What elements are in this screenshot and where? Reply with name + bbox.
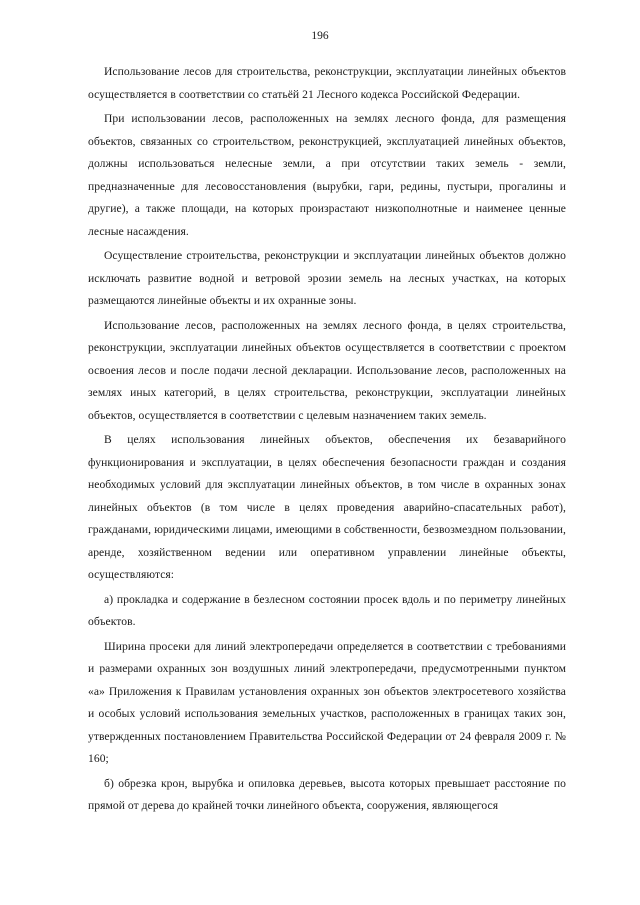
paragraph: В целях использования линейных объектов, обеспечения их безаварийного функционирования и эксплуатации, в целях обеспечения безопасности граждан и создания необходимых условий для эксплуатации линейных объектов, в том числе в охранных зонах линейных объектов (в том числе в целях проведения аварийно-спасательных работ), гражданами, юридическими лицами, имеющими в собственности, безвозмездном пользовании, аренде, хозяйственном ведении или оперативном управлении линейные объекты, осуществляются:	[88, 433, 566, 581]
document-body	[88, 61, 566, 820]
paragraph: Ширина просеки для линий электропередачи определяется в соответствии с требованиями и размерами охранных зон воздушных линий электропередачи, предусмотренными пунктом «а» Приложения к Правилам установления охранных зон объектов электросетевого хозяйства и особых условий использования земельных участков, расположенных в границах таких зон, утвержденных постановлением Правительства Российской Федерации от 24 февраля 2009 г. № 160;	[88, 639, 566, 765]
page-number: 196	[311, 30, 329, 42]
paragraph: б) обрезка крон, вырубка и опиловка деревьев, высота которых превышает расстояние по прямой от дерева до крайней точки линейного объекта, сооружения, являющегося	[88, 776, 566, 812]
paragraph: Осуществление строительства, реконструкции и эксплуатации линейных объектов должно исключать развитие водной и ветровой эрозии земель на лесных участках, на которых размещаются линейные объекты и их охранные зоны.	[88, 249, 566, 307]
paragraph: Использование лесов, расположенных на землях лесного фонда, в целях строительства, реконструкции, эксплуатации линейных объектов осуществляется в соответствии с проектом освоения лесов и после подачи лесной декларации. Использование лесов, расположенных на землях иных категорий, в целях строительства, реконструкции, эксплуатации линейных объектов, осуществляется в соответствии с целевым назначением таких земель.	[88, 318, 566, 422]
paragraph: При использовании лесов, расположенных на землях лесного фонда, для размещения объектов, связанных со строительством, реконструкцией, эксплуатацией линейных объектов, должны использоваться нелесные земли, а при отсутствии таких земель - земли, предназначенные для лесовосстановления (вырубки, гари, редины, пустыри, прогалины и другие), а также площади, на которых произрастают низкополнотные и наименее ценные лесные насаждения.	[88, 112, 566, 238]
paragraph: а) прокладка и содержание в безлесном состоянии просек вдоль и по периметру линейных объектов.	[88, 592, 566, 628]
paragraph: Использование лесов для строительства, реконструкции, эксплуатации линейных объектов осуществляется в соответствии со статьёй 21 Лесного кодекса Российской Федерации.	[88, 65, 566, 101]
